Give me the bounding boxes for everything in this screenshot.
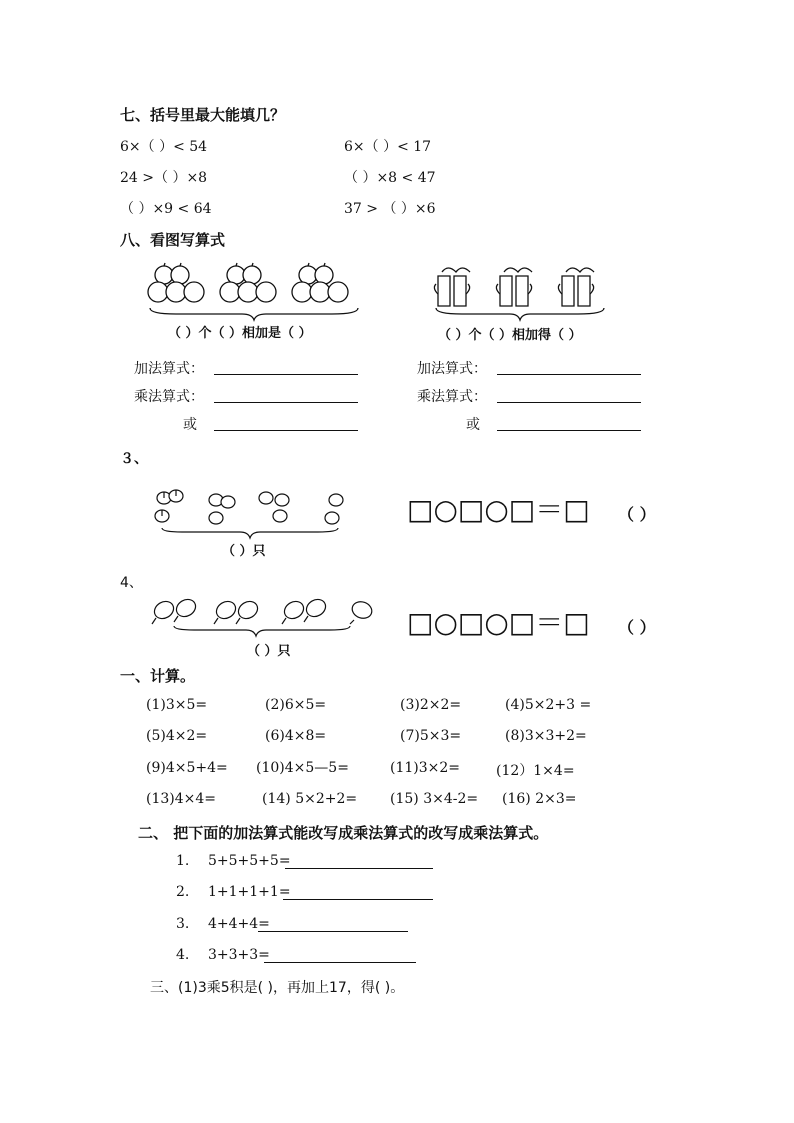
paddles-caption: （ ）只 [247, 644, 291, 659]
addition-label: 加法算式： [417, 361, 487, 377]
fill-item: （ ）×9 < 64 [120, 201, 212, 217]
or-label: 或 [183, 417, 197, 433]
fill-item: 24 >（ ）×8 [120, 170, 208, 186]
calc-item: (14) 5×2+2= [262, 791, 358, 807]
problem-4-label: 4、 [120, 575, 143, 591]
addition-expression: 1+1+1+1= [208, 884, 291, 900]
section-7-title: 七、括号里最大能填几？ [120, 106, 286, 124]
answer-line[interactable] [258, 931, 408, 932]
ping-pong-paddles-picture [150, 598, 380, 644]
answer-line[interactable] [283, 899, 433, 900]
multiplication-label: 乘法算式： [134, 389, 204, 405]
or-label: 或 [466, 417, 480, 433]
fill-item: （ ）×8 < 47 [344, 170, 436, 186]
calc-item: (13)4×4= [146, 791, 217, 807]
calc-item: (9)4×5+4= [146, 760, 228, 776]
calc-item: (2)6×5= [265, 697, 327, 713]
item-number: 2. [176, 884, 190, 900]
calc-item: (5)4×2= [146, 728, 208, 744]
item-number: 4. [176, 947, 190, 963]
answer-line[interactable] [264, 962, 416, 963]
calc-item: (16) 2×3= [502, 791, 577, 807]
calc-item: (12）1×4= [496, 763, 575, 779]
section-1-title: 一、计算。 [120, 667, 196, 685]
problem-3-label: ３、 [120, 451, 148, 467]
answer-paren[interactable]: （ ） [618, 505, 656, 524]
apples-caption: （ ）个（ ）相加是（ ） [168, 326, 312, 341]
item-number: 3. [176, 916, 190, 932]
answer-line[interactable] [497, 430, 641, 431]
gloves-picture [432, 262, 612, 322]
item-number: 1. [176, 853, 190, 869]
answer-line[interactable] [214, 402, 358, 403]
calc-item: (3)2×2= [400, 697, 462, 713]
answer-paren[interactable]: （ ） [618, 618, 656, 637]
addition-expression: 5+5+5+5= [208, 853, 291, 869]
calc-item: (15) 3×4-2= [390, 791, 479, 807]
answer-line[interactable] [214, 430, 358, 431]
fill-item: 37 > （ ）×6 [344, 201, 436, 217]
calc-item: (4)5×2+3 = [505, 697, 592, 713]
answer-line[interactable] [214, 374, 358, 375]
section-2-title: 二、 把下面的加法算式能改写成乘法算式的改写成乘法算式。 [138, 824, 549, 842]
calc-item: (8)3×3+2= [505, 728, 587, 744]
calc-item: (1)3×5= [146, 697, 208, 713]
addition-expression: 4+4+4= [208, 916, 270, 932]
calc-item: (6)4×8= [265, 728, 327, 744]
answer-line[interactable] [497, 374, 641, 375]
addition-expression: 3+3+3= [208, 947, 270, 963]
answer-line[interactable] [285, 868, 433, 869]
calc-item: (11)3×2= [390, 760, 461, 776]
section-8-title: 八、看图写算式 [120, 231, 226, 249]
fill-item: 6×（ ）< 17 [344, 139, 432, 155]
answer-line[interactable] [497, 402, 641, 403]
calc-item: (7)5×3= [400, 728, 462, 744]
multiplication-label: 乘法算式： [417, 389, 487, 405]
calc-item: (10)4×5—5= [256, 760, 349, 776]
pumpkins-caption: （ ）只 [222, 544, 266, 559]
gloves-caption: （ ）个（ ）相加得（ ） [438, 328, 582, 343]
apples-picture [146, 262, 366, 322]
addition-label: 加法算式： [134, 361, 204, 377]
fill-item: 6×（ ）< 54 [120, 139, 208, 155]
pumpkins-picture [152, 486, 352, 542]
section-3-text: 三、(1)3乘5积是( )，再加上17，得( )。 [150, 980, 405, 996]
equation-boxes[interactable]: □○□○□＝□ [407, 493, 590, 526]
equation-boxes[interactable]: □○□○□＝□ [407, 606, 590, 639]
